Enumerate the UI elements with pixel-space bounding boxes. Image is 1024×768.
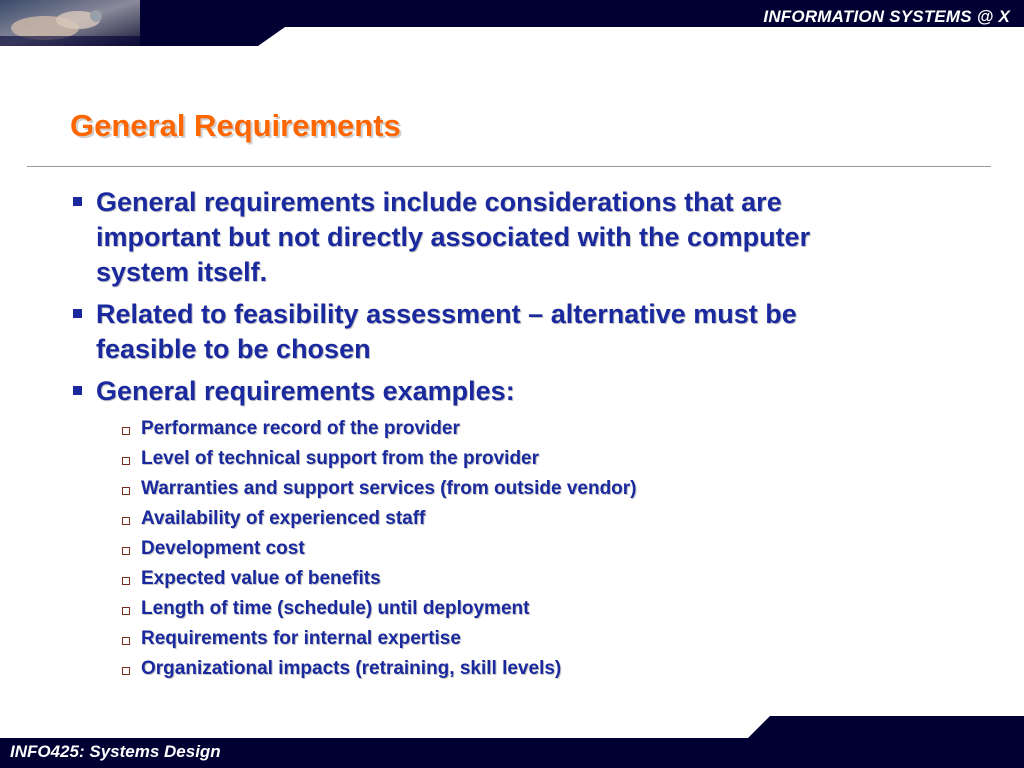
footer-course-text: INFO425: Systems Design	[10, 742, 221, 761]
bullet-text: Related to feasibility assessment – alternative must be feasible to be chosen	[96, 299, 797, 364]
hollow-square-bullet-icon	[122, 547, 130, 555]
sub-bullet-text: Availability of experienced staff	[141, 508, 426, 529]
sub-bullet-text: Performance record of the provider	[141, 418, 460, 439]
slide-content	[70, 185, 890, 684]
sub-bullet-item	[122, 564, 890, 594]
bullet-item	[70, 374, 890, 409]
hollow-square-bullet-icon	[122, 517, 130, 525]
hollow-square-bullet-icon	[122, 577, 130, 585]
sub-bullet-item	[122, 504, 890, 534]
header-banner-text: INFORMATION SYSTEMS @ X	[763, 7, 1010, 26]
sub-bullet-item	[122, 474, 890, 504]
bullet-item	[70, 297, 890, 367]
sub-bullet-item	[122, 594, 890, 624]
sub-bullet-text: Warranties and support services (from outside vendor)	[141, 478, 637, 499]
hollow-square-bullet-icon	[122, 457, 130, 465]
square-bullet-icon	[73, 197, 82, 206]
bullet-text: General requirements include considerations that are important but not directly associated with the computer system itself.	[96, 187, 811, 287]
sub-bullet-item	[122, 534, 890, 564]
sub-bullet-text: Length of time (schedule) until deployment	[141, 598, 530, 619]
bullet-text: General requirements examples:	[96, 376, 515, 406]
sub-bullet-text: Organizational impacts (retraining, skill levels)	[141, 658, 562, 679]
hollow-square-bullet-icon	[122, 667, 130, 675]
hollow-square-bullet-icon	[122, 487, 130, 495]
sub-bullet-list	[70, 414, 890, 684]
hollow-square-bullet-icon	[122, 637, 130, 645]
sub-bullet-text: Level of technical support from the provider	[141, 448, 540, 469]
hollow-square-bullet-icon	[122, 427, 130, 435]
hollow-square-bullet-icon	[122, 607, 130, 615]
sub-bullet-item	[122, 444, 890, 474]
slide-title: General Requirements	[70, 108, 401, 143]
sub-bullet-item	[122, 654, 890, 684]
square-bullet-icon	[73, 309, 82, 318]
title-divider	[27, 166, 991, 167]
square-bullet-icon	[73, 386, 82, 395]
bullet-item	[70, 185, 890, 290]
sub-bullet-text: Expected value of benefits	[141, 568, 381, 589]
sub-bullet-text: Requirements for internal expertise	[141, 628, 461, 649]
sub-bullet-item	[122, 624, 890, 654]
sub-bullet-item	[122, 414, 890, 444]
handshake-photo-icon	[0, 0, 140, 46]
sub-bullet-text: Development cost	[141, 538, 305, 559]
